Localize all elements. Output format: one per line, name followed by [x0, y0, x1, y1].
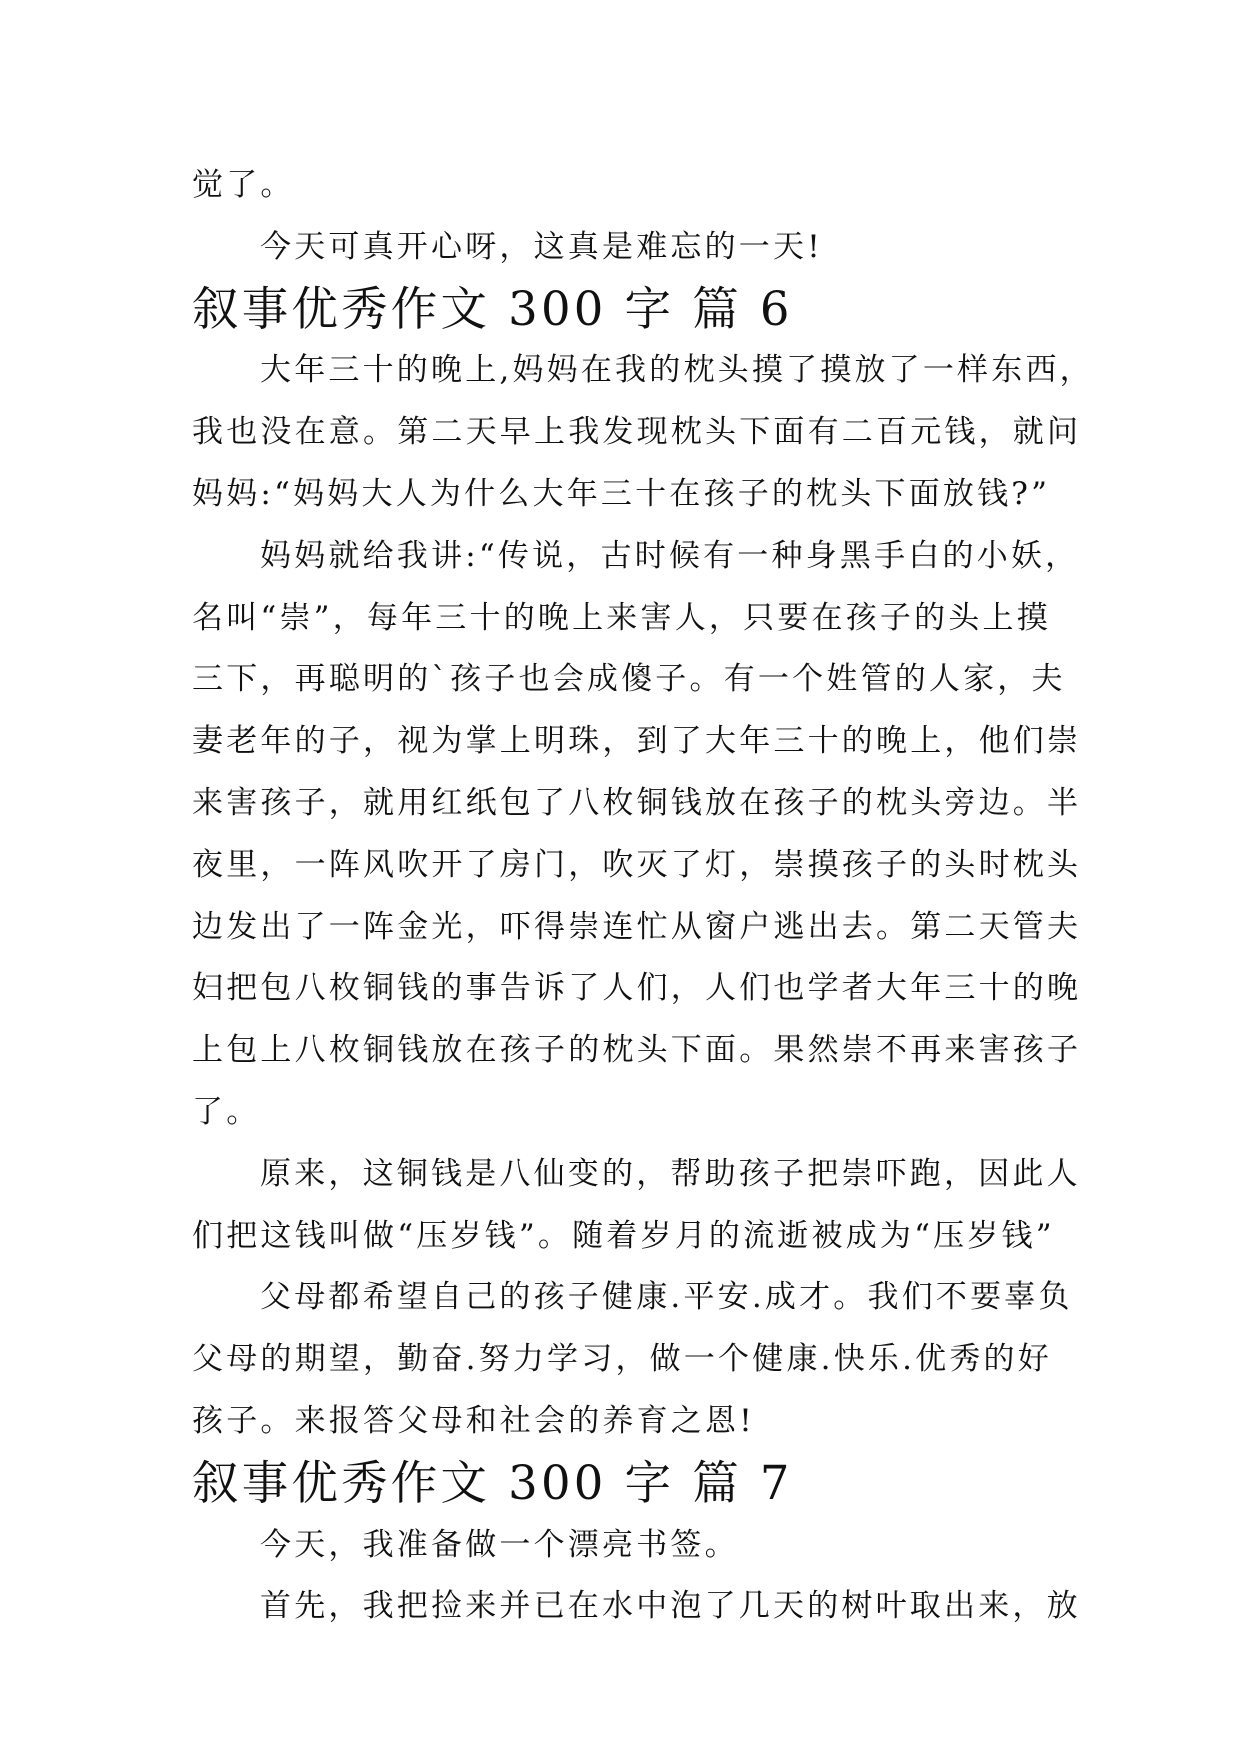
- text-line: 原来，这铜钱是八仙变的，帮助孩子把崇吓跑，因此人: [260, 1155, 1081, 1192]
- text-line: 妈妈:“妈妈大人为什么大年三十在孩子的枕头下面放钱?”: [192, 475, 1051, 512]
- document-body: [192, 155, 1094, 1638]
- text-line: 们把这钱叫做“压岁钱”。随着岁月的流逝被成为“压岁钱”: [192, 1217, 1055, 1254]
- text-line: 觉了。: [192, 167, 295, 203]
- paragraph: [192, 1576, 1081, 1638]
- paragraph: [192, 340, 1094, 525]
- text-line: 今天，我准备做一个漂亮书签。: [260, 1526, 739, 1563]
- section-heading-7: [192, 1453, 1062, 1515]
- text-line: 大年三十的晚上,妈妈在我的枕头摸了摸放了一样东西，: [260, 352, 1094, 389]
- text-line: 妈妈就给我讲:“传说，古时候有一种身黑手白的小妖，: [260, 537, 1080, 574]
- section-heading-6: [192, 279, 1062, 341]
- heading-text: 叙事优秀作文 300 字 篇 6: [192, 281, 793, 336]
- paragraph: [192, 1267, 1073, 1452]
- text-line: 我也没在意。第二天早上我发现枕头下面有二百元钱，就问: [192, 414, 1082, 451]
- paragraph: [192, 1144, 1081, 1268]
- text-line: 名叫“崇”，每年三十的晚上来害人，只要在孩子的头上摸: [192, 599, 1051, 636]
- text-line: 上包上八枚铜钱放在孩子的枕头下面。果然崇不再来害孩子: [192, 1032, 1082, 1069]
- text-line: 夜里，一阵风吹开了房门，吹灭了灯，崇摸孩子的头时枕头: [192, 846, 1082, 883]
- paragraph: [192, 526, 1082, 1144]
- text-line: 妇把包八枚铜钱的事告诉了人们，人们也学者大年三十的晚: [192, 970, 1082, 1007]
- text-line: 孩子。来报答父母和社会的养育之恩!: [192, 1402, 755, 1439]
- paragraph: [192, 1515, 1062, 1577]
- text-line: 了。: [192, 1093, 261, 1130]
- text-line: 来害孩子，就用红纸包了八枚铜钱放在孩子的枕头旁边。半: [192, 784, 1082, 821]
- text-line: 首先，我把捡来并已在水中泡了几天的树叶取出来，放: [260, 1588, 1081, 1625]
- text-line: 父母都希望自己的孩子健康.平安.成才。我们不要辜负: [260, 1279, 1073, 1316]
- paragraph-continuation: [192, 155, 1062, 217]
- heading-text: 叙事优秀作文 300 字 篇 7: [192, 1455, 793, 1510]
- paragraph-closing: [192, 217, 1062, 279]
- text-line: 妻老年的子，视为掌上明珠，到了大年三十的晚上，他们崇: [192, 723, 1082, 760]
- text-line: 父母的期望，勤奋.努力学习，做一个健康.快乐.优秀的好: [192, 1341, 1052, 1378]
- text-line: 今天可真开心呀，这真是难忘的一天!: [260, 228, 823, 265]
- text-line: 边发出了一阵金光，吓得崇连忙从窗户逃出去。第二天管夫: [192, 908, 1082, 945]
- text-line: 三下，再聪明的`孩子也会成傻子。有一个姓管的人家，夫: [192, 661, 1066, 698]
